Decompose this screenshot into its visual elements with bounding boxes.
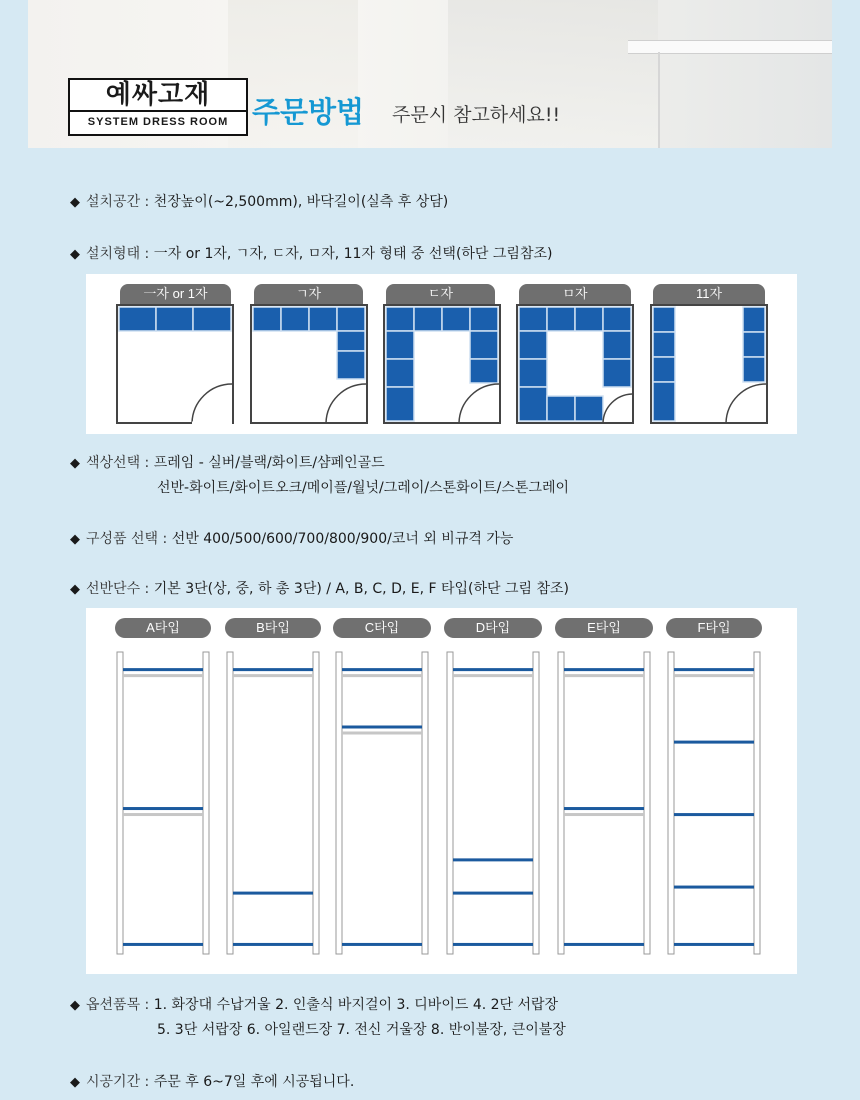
shelf-bar [233, 943, 313, 946]
bullet-icon: ◆ [70, 247, 80, 262]
install-type-line [70, 243, 552, 263]
left-post [117, 652, 123, 954]
shelf-bar [564, 943, 644, 946]
hanger-rod [342, 674, 422, 677]
logo-text: SYSTEM DRESS ROOM [87, 116, 229, 128]
install-type-label: 설치형태 : [86, 246, 150, 262]
components-line [70, 528, 513, 548]
shelf-bar [453, 943, 533, 946]
shelf-bar [564, 668, 644, 671]
shelf-type-label: C타입 [333, 618, 431, 638]
components-value: 선반 400/500/600/700/800/900/코너 외 비규격 가능 [171, 531, 514, 547]
layout-u-shape-diagram [383, 304, 501, 424]
shelf-type-diagrams [86, 608, 797, 974]
frame-colors: 프레임 - 실버/블랙/화이트/샴페인골드 [153, 455, 385, 471]
left-post [447, 652, 453, 954]
bullet-icon: ◆ [70, 582, 80, 597]
shelf-bar [453, 892, 533, 895]
page-title: 주문방법 [252, 95, 365, 129]
options-line [70, 994, 558, 1014]
shelf-type-label: B타입 [225, 618, 321, 638]
hanger-rod [564, 674, 644, 677]
shelf-bar [342, 668, 422, 671]
shelves-line [70, 578, 569, 598]
bullet-icon: ◆ [70, 998, 80, 1013]
install-type-value: 一자 or 1자, ㄱ자, ㄷ자, ㅁ자, 11자 형태 중 선택(하단 그림참조) [153, 246, 553, 262]
left-post [336, 652, 342, 954]
shelf-bar [674, 813, 754, 816]
hanger-rod [233, 674, 313, 677]
options-list-1: 1. 화장대 수납거울 2. 인출식 바지걸이 3. 디바이드 4. 2단 서랍장 [153, 997, 559, 1013]
color-label: 색상선택 : [86, 455, 150, 471]
bullet-icon: ◆ [70, 1075, 80, 1090]
shelf-bar [564, 807, 644, 810]
right-post [422, 652, 428, 954]
options-label: 옵션품목 : [86, 997, 150, 1013]
shelf-bar [233, 668, 313, 671]
shelves-label: 선반단수 : [86, 581, 150, 597]
left-post [558, 652, 564, 954]
layout-label: ㄷ자 [386, 284, 495, 304]
install-space-line [70, 191, 448, 211]
left-post [227, 652, 233, 954]
layout-label: ㄱ자 [254, 284, 363, 304]
shelf-bar [674, 668, 754, 671]
hanger-rod [453, 674, 533, 677]
layout-label: 一자 or 1자 [120, 284, 231, 304]
bullet-icon: ◆ [70, 456, 80, 471]
shelf-type-label: E타입 [555, 618, 653, 638]
hanger-rod [123, 813, 203, 816]
right-post [203, 652, 209, 954]
left-post [668, 652, 674, 954]
layout-diagram-panel [86, 274, 797, 434]
shelf-bar [674, 741, 754, 744]
right-post [533, 652, 539, 954]
construction-value: 주문 후 6~7일 후에 시공됩니다. [153, 1074, 355, 1090]
hanger-rod [564, 813, 644, 816]
shelf-bar [123, 807, 203, 810]
shelf-type-label: D타입 [444, 618, 542, 638]
components-label: 구성품 선택 : [86, 531, 168, 547]
options-list-2: 5. 3단 서랍장 6. 아일랜드장 7. 전신 거울장 8. 반이불장, 큰이불장 [157, 1022, 566, 1038]
shelf-type-label: F타입 [666, 618, 762, 638]
shelf-type-panel [86, 608, 797, 974]
layout-straight-diagram [116, 304, 234, 424]
hanger-rod [123, 674, 203, 677]
hanger-rod [342, 732, 422, 735]
right-post [754, 652, 760, 954]
construction-line [70, 1071, 354, 1091]
shelf-type-label: A타입 [115, 618, 211, 638]
shelves-value: 기본 3단(상, 중, 하 총 3단) / A, B, C, D, E, F 타입(하단 그림 참조) [153, 581, 570, 597]
shelf-bar [123, 668, 203, 671]
shelf-bar [674, 886, 754, 889]
bullet-icon: ◆ [70, 532, 80, 547]
color-line [70, 452, 385, 472]
logo-mark: 예싸고재 [70, 80, 246, 112]
shelf-bar [453, 668, 533, 671]
install-space-label: 설치공간 : [86, 194, 150, 210]
hanger-rod [674, 674, 754, 677]
right-post [313, 652, 319, 954]
right-post [644, 652, 650, 954]
layout-label: 11자 [653, 284, 765, 304]
shelf-bar [674, 943, 754, 946]
shelf-colors: 선반-화이트/화이트오크/메이플/월넛/그레이/스톤화이트/스톤그레이 [157, 480, 570, 496]
background-rod-detail [658, 52, 660, 148]
shelf-bar [342, 943, 422, 946]
bullet-icon: ◆ [70, 195, 80, 210]
shelf-bar [233, 892, 313, 895]
layout-l-shape-diagram [250, 304, 368, 424]
layout-square-diagram [516, 304, 634, 424]
page-subtitle: 주문시 참고하세요!! [392, 104, 561, 126]
install-space-value: 천장높이(~2,500mm), 바닥길이(실측 후 상담) [153, 194, 449, 210]
shelf-bar [123, 943, 203, 946]
construction-label: 시공기간 : [86, 1074, 150, 1090]
shelf-bar [453, 858, 533, 861]
shelf-bar [342, 726, 422, 729]
layout-label: ㅁ자 [519, 284, 631, 304]
brand-logo [68, 78, 248, 136]
layout-parallel-diagram [650, 304, 768, 424]
